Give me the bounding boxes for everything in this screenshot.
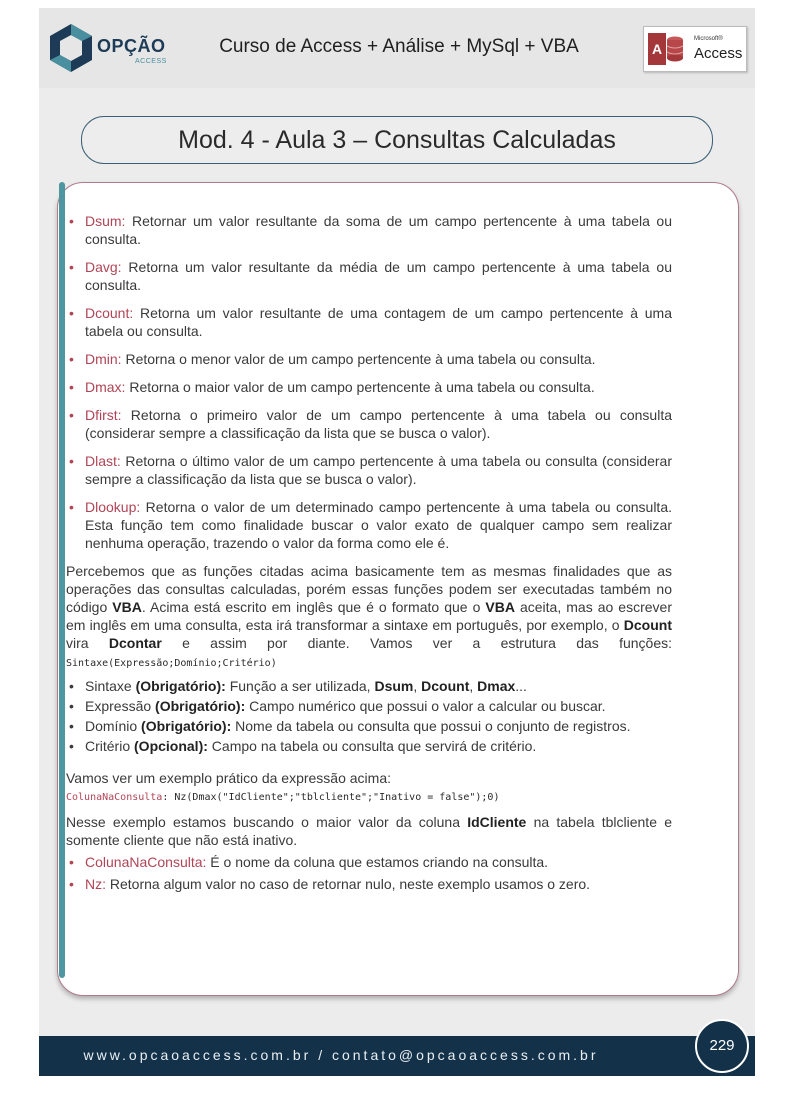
example-list — [66, 853, 672, 893]
example-intro: Vamos ver um exemplo prático da expressão acima: — [66, 770, 391, 786]
example-code: ColunaNaConsulta: Nz(Dmax("IdCliente";"tblcliente";"Inativo = false");0) — [66, 792, 500, 803]
hexagon-logo-icon — [47, 22, 95, 74]
explanation-paragraph: Percebemos que as funções citadas acima basicamente tem as mesmas finalidades que as operações das consultas calculadas, porém essas funções podem ser executadas também no código VBA. Acima está escrito em inglês que é o formato que o VBA aceita, mas ao escrever em inglês em uma consulta, esta irá transformar a sintaxe em português, por exemplo, o Dcount vira Dcontar e assim por diante. Vamos ver a estrutura das funções: Sintaxe(Expressão;Domínio;Critério) — [66, 563, 672, 669]
list-item: • Dcount: Retorna um valor resultante de uma contagem de um campo pertencente à uma tabela ou consulta. — [66, 304, 672, 340]
database-icon — [665, 35, 685, 63]
list-item: • Nz: Retorna algum valor no caso de retornar nulo, neste exemplo usamos o zero. — [66, 875, 672, 893]
list-item: • Critério (Opcional): Campo na tabela ou consulta que servirá de critério. — [66, 737, 672, 755]
list-item: • Davg: Retorna um valor resultante da média de um campo pertencente à uma tabela ou consulta. — [66, 258, 672, 294]
list-item: • Dmax: Retorna o maior valor de um campo pertencente à uma tabela ou consulta. — [66, 378, 672, 396]
brand-name: OPÇÃO — [97, 36, 166, 56]
content-body — [66, 212, 672, 903]
access-letter: A — [648, 33, 666, 65]
opcao-logo — [47, 22, 187, 72]
microsoft-label: Microsoft® — [694, 36, 723, 42]
syntax-code: Sintaxe(Expressão;Domínio;Critério) — [66, 658, 277, 669]
footer-contact: www.opcaoaccess.com.br / contato@opcaoaccess.com.br — [83, 1047, 599, 1063]
list-item: • Dlookup: Retorna o valor de um determinado campo pertencente à uma tabela ou consulta. Esta função tem como finalidade buscar o valor exato de qualquer campo sem realizar nenhuma operação, trazendo o valor da forma como ele é. — [66, 498, 672, 552]
brand-sub: ACCESS — [135, 58, 167, 65]
lesson-title: Mod. 4 - Aula 3 – Consultas Calculadas — [81, 116, 713, 164]
list-item: • ColunaNaConsulta: É o nome da coluna que estamos criando na consulta. — [66, 853, 672, 871]
list-item: • Domínio (Obrigatório): Nome da tabela ou consulta que possui o conjunto de registros. — [66, 717, 672, 735]
footer — [39, 1036, 755, 1076]
list-item: • Dsum: Retornar um valor resultante da soma de um campo pertencente à uma tabela ou consulta. — [66, 212, 672, 248]
course-title: Curso de Access + Análise + MySql + VBA — [219, 36, 579, 57]
access-label: Access — [694, 45, 743, 62]
example-paragraph: Nesse exemplo estamos buscando o maior valor da coluna IdCliente na tabela tblcliente e somente cliente que não está inativo. — [66, 814, 672, 848]
list-item: • Sintaxe (Obrigatório): Função a ser utilizada, Dsum, Dcount, Dmax... — [66, 677, 672, 695]
card-accent-bar — [59, 182, 65, 978]
header — [39, 8, 755, 88]
list-item: • Dlast: Retorna o último valor de um campo pertencente à uma tabela ou consulta (considerar sempre a classificação da lista que se busca o valor). — [66, 452, 672, 488]
syntax-list — [66, 677, 672, 755]
list-item: • Dmin: Retorna o menor valor de um campo pertencente à uma tabela ou consulta. — [66, 350, 672, 368]
list-item: • Expressão (Obrigatório): Campo numérico que possui o valor a calcular ou buscar. — [66, 697, 672, 715]
list-item: • Dfirst: Retorna o primeiro valor de um campo pertencente à uma tabela ou consulta (considerar sempre a classificação da lista que se busca o valor). — [66, 406, 672, 442]
page-number: 229 — [695, 1019, 749, 1073]
access-logo — [643, 26, 747, 72]
function-list — [66, 212, 672, 552]
